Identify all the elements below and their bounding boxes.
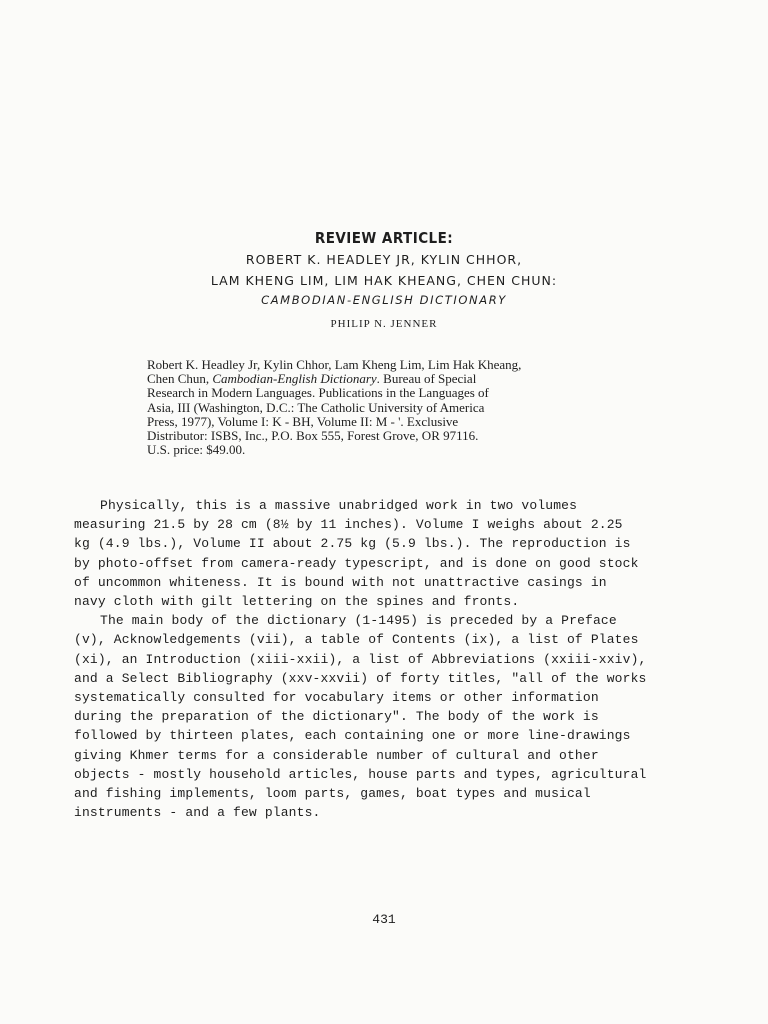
text-line: navy cloth with gilt lettering on the spines and fronts. — [74, 594, 520, 610]
text-line: giving Khmer terms for a considerable number of cultural and other — [74, 747, 599, 763]
reviewer-name: PHILIP N. JENNER — [330, 318, 438, 330]
book-title: CAMBODIAN-ENGLISH DICTIONARY — [261, 293, 507, 307]
citation-text: . Bureau of Special — [376, 371, 477, 387]
paragraph-2 — [74, 611, 674, 822]
citation-line: Asia, III (Washington, D.C.: The Catholic University of America — [147, 399, 485, 415]
citation-line: Robert K. Headley Jr, Kylin Chhor, Lam Kheng Lim, Lim Hak Kheang, — [147, 357, 522, 372]
text-line: instruments - and a few plants. — [74, 805, 321, 821]
citation-line: Distributor: ISBS, Inc., P.O. Box 555, Forest Grove, OR 97116. — [147, 428, 479, 444]
paragraph-1 — [74, 496, 674, 611]
citation-text: Chen Chun, — [147, 371, 213, 387]
author-line-2: LAM KHENG LIM, LIM HAK KHEANG, CHEN CHUN: — [210, 273, 558, 288]
page-number: 431 — [372, 912, 396, 927]
text-line: measuring 21.5 by 28 cm (8½ by 11 inches). Volume I weighs about 2.25 — [74, 517, 623, 533]
text-line: (v), Acknowledgements (vii), a table of Contents (ix), a list of Plates — [74, 632, 639, 648]
citation-line: Research in Modern Languages. Publications in the Languages of — [147, 385, 489, 401]
text-line: kg (4.9 lbs.), Volume II about 2.75 kg (5.9 lbs.). The reproduction is — [74, 536, 631, 552]
text-line: and fishing implements, loom parts, games, boat types and musical — [74, 786, 591, 802]
text-line: followed by thirteen plates, each containing one or more line-drawings — [74, 728, 631, 744]
article-heading: REVIEW ARTICLE: — [314, 229, 454, 247]
text-line: Physically, this is a massive unabridged work in two volumes — [100, 498, 578, 513]
citation-book-title: Cambodian-English Dictionary — [212, 371, 377, 387]
text-line: (xi), an Introduction (xiii-xxii), a list of Abbreviations (xxiii-xxiv), — [74, 651, 647, 667]
text-line: by photo-offset from camera-ready typescript, and is done on good stock — [74, 555, 639, 571]
author-line-1: ROBERT K. HEADLEY JR, KYLIN CHHOR, — [245, 252, 523, 267]
text-line: during the preparation of the dictionary". The body of the work is — [74, 709, 599, 725]
citation-line: U.S. price: $49.00. — [147, 442, 246, 458]
text-line: The main body of the dictionary (1-1495) is preceded by a Preface — [100, 613, 617, 629]
text-line: and a Select Bibliography (xxv-xxvii) of forty titles, "all of the works — [74, 670, 647, 686]
text-line: objects - mostly household articles, house parts and types, agricultural — [74, 766, 647, 782]
body-text — [74, 496, 674, 822]
bibliographic-citation — [147, 358, 617, 457]
text-line: systematically consulted for vocabulary items or other information — [74, 690, 599, 706]
citation-line: Press, 1977), Volume I: K - BH, Volume II: M - '. Exclusive — [147, 413, 459, 429]
citation-line — [147, 372, 617, 386]
text-line: of uncommon whiteness. It is bound with not unattractive casings in — [74, 574, 607, 590]
